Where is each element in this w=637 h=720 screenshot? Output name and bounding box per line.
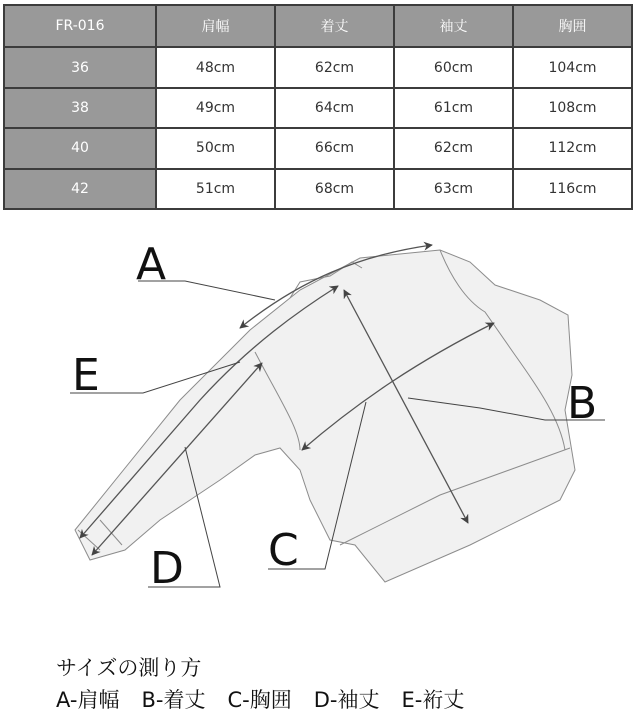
table-row [4,88,632,128]
header-row [4,5,632,47]
length-header: 着丈 [275,5,394,47]
legend-item-d: D-袖丈 [313,688,380,712]
length-cell: 64cm [275,88,394,128]
length-cell: 62cm [275,47,394,87]
shoulder-cell: 48cm [156,47,275,87]
measurement-legend [56,684,486,716]
legend-item-a: A-肩幅 [56,688,120,712]
product-code-header: FR-016 [4,5,156,47]
size-cell: 40 [4,128,156,168]
chest-header: 胸囲 [513,5,632,47]
measurement-diagram [0,215,637,615]
legend-item-e: E-裄丈 [401,688,465,712]
table-row [4,169,632,209]
size-cell: 36 [4,47,156,87]
legend-item-b: B-着丈 [141,688,206,712]
label-c: C [268,525,299,576]
shoulder-cell: 49cm [156,88,275,128]
size-table [3,4,633,210]
size-cell: 38 [4,88,156,128]
chest-cell: 108cm [513,88,632,128]
label-e: E [72,350,100,401]
sleeve-length-header: 袖丈 [394,5,513,47]
chest-cell: 112cm [513,128,632,168]
sleeve-cell: 61cm [394,88,513,128]
caption-title: サイズの測り方 [56,656,202,680]
table-row [4,128,632,168]
chest-cell: 116cm [513,169,632,209]
sleeve-cell: 62cm [394,128,513,168]
length-cell: 68cm [275,169,394,209]
length-cell: 66cm [275,128,394,168]
label-a: A [136,239,167,290]
measurement-caption [56,652,486,716]
chest-cell: 104cm [513,47,632,87]
legend-item-c: C-胸囲 [227,688,292,712]
shoulder-cell: 50cm [156,128,275,168]
shoulder-cell: 51cm [156,169,275,209]
garment-silhouette [75,250,575,582]
sleeve-cell: 60cm [394,47,513,87]
size-cell: 42 [4,169,156,209]
sleeve-cell: 63cm [394,169,513,209]
table-row [4,47,632,87]
label-b: B [567,378,598,429]
label-d: D [150,543,184,594]
shoulder-width-header: 肩幅 [156,5,275,47]
